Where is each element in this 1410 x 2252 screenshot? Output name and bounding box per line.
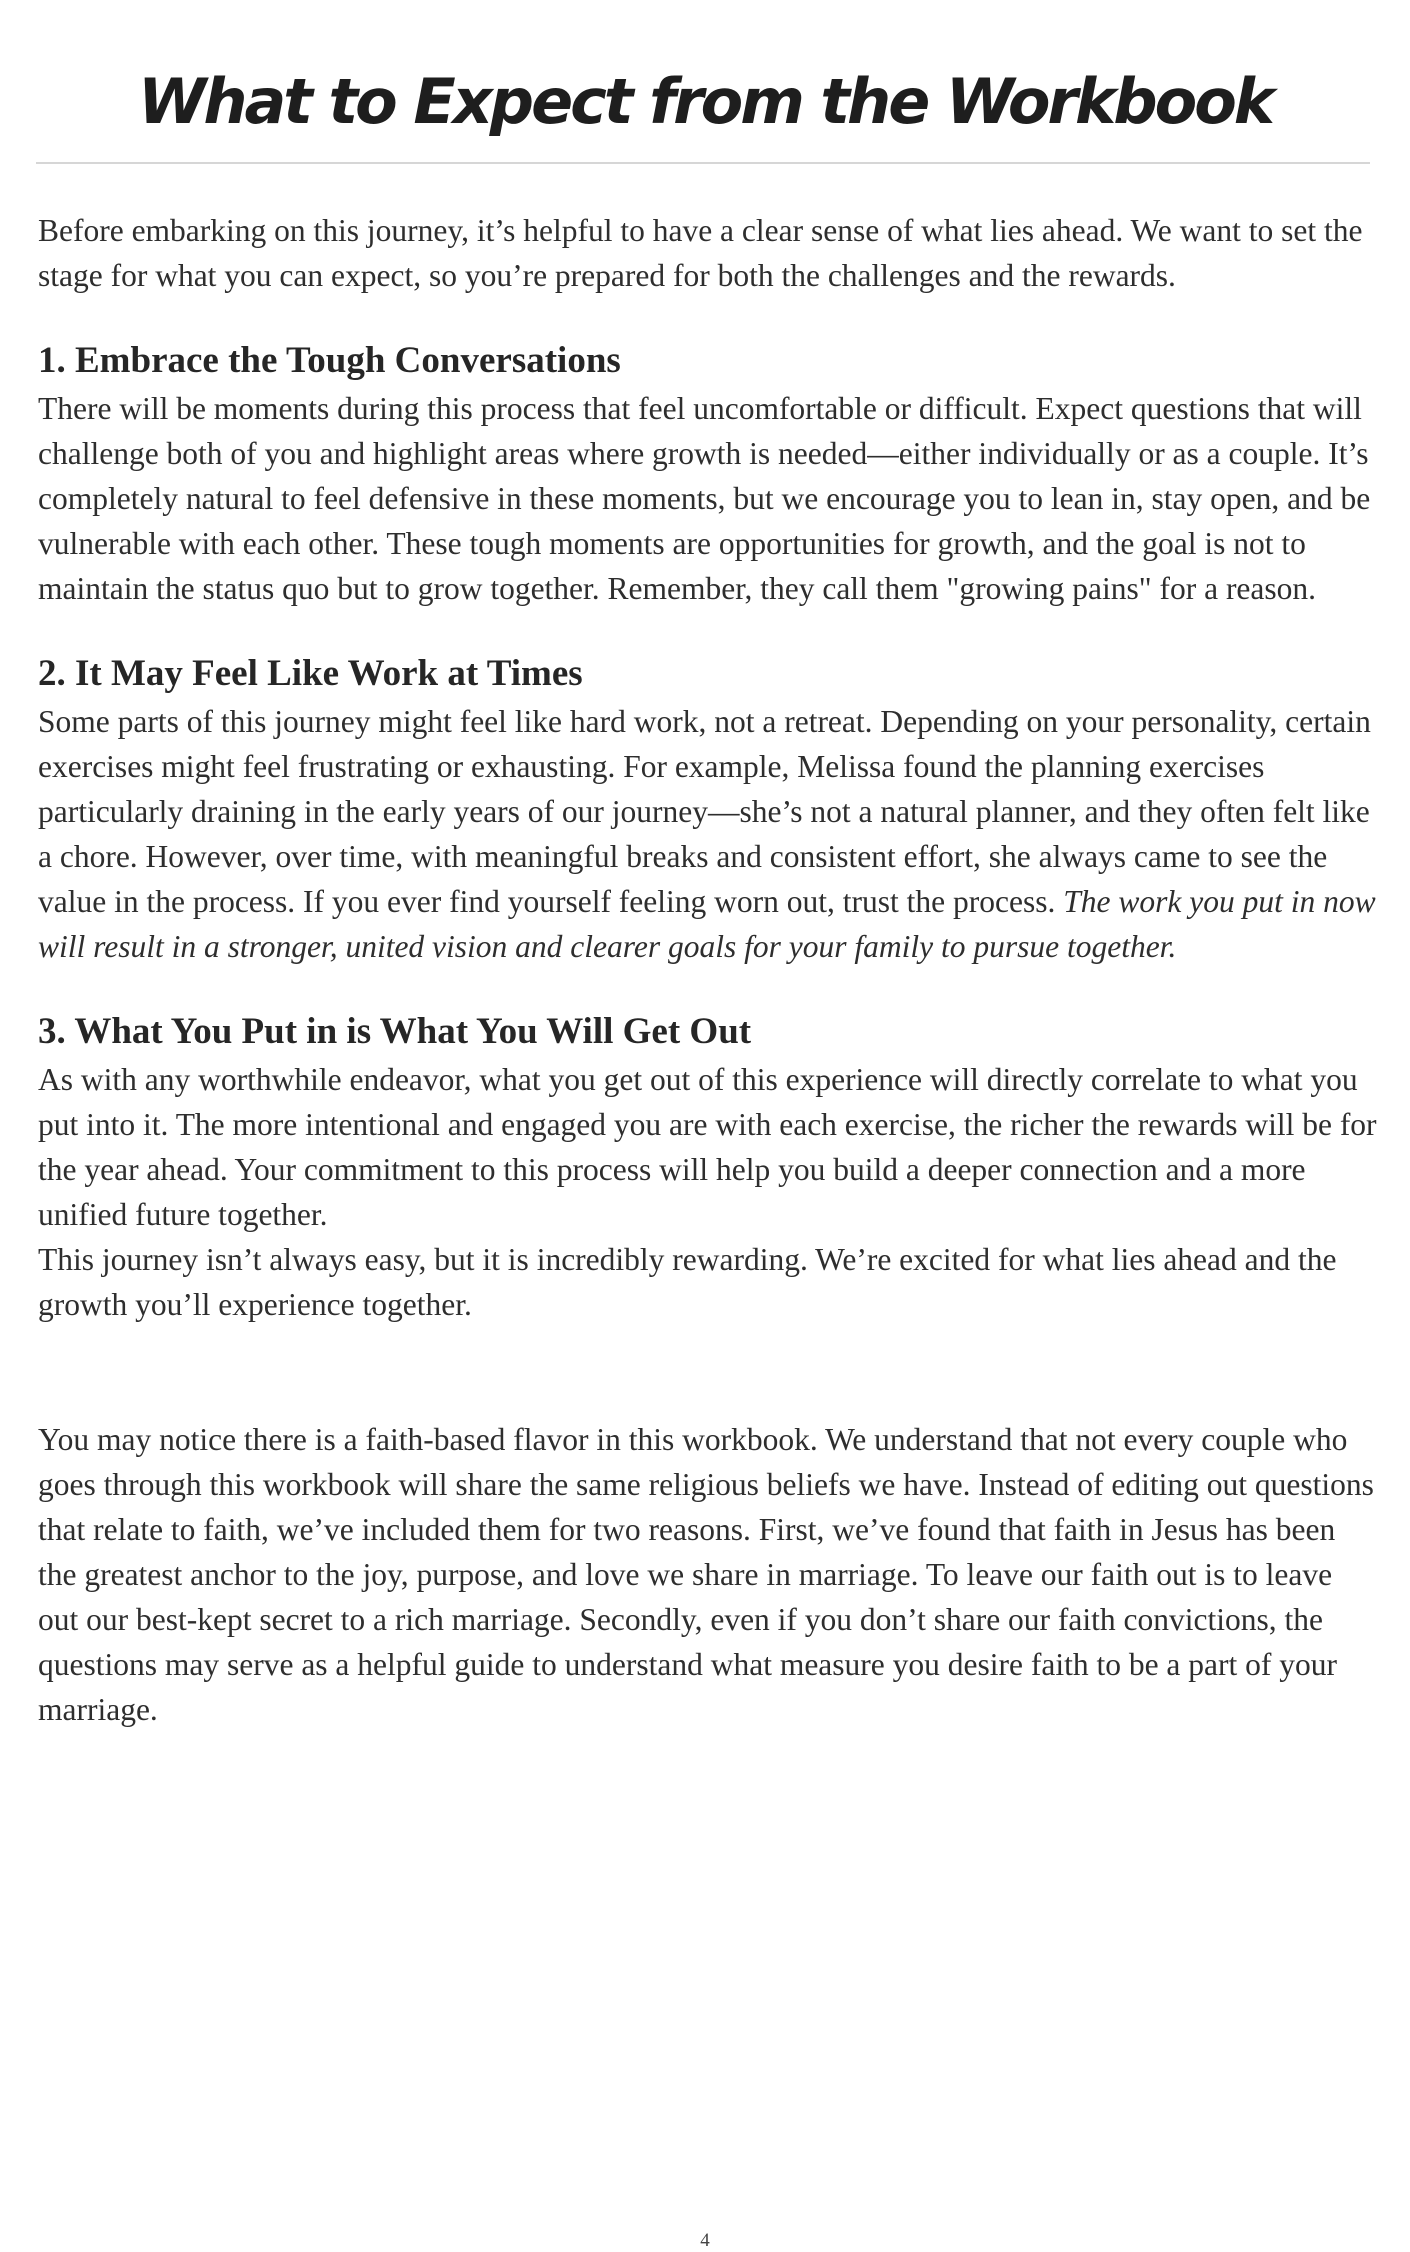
page-content [38, 208, 1378, 1732]
section-body-text: Some parts of this journey might feel like hard work, not a retreat. Depending on your personality, certain exercises might feel frustrating or exhausting. For example, Melissa found the planning exercises particularly draining in the early years of our journey—she’s not a natural planner, and they often felt like a chore. However, over time, with meaningful breaks and consistent effort, she always came to see the value in the process. If you ever find yourself feeling worn out, trust the process. [38, 704, 1371, 919]
section-body: As with any worthwhile endeavor, what you get out of this experience will directly correlate to what you put into it. The more intentional and engaged you are with each exercise, the richer the rewards will be for the year ahead. Your commitment to this process will help you build a deeper connection and a more unified future together. [38, 1062, 1377, 1232]
faith-note-paragraph: You may notice there is a faith-based flavor in this workbook. We understand that not every couple who goes through this workbook will share the same religious beliefs we have. Instead of editing out questions that relate to faith, we’ve included them for two reasons. First, we’ve found that faith in Jesus has been the greatest anchor to the joy, purpose, and love we share in marriage. To leave our faith out is to leave out our best-kept secret to a rich marriage. Secondly, even if you don’t share our faith convictions, the questions may serve as a helpful guide to understand what measure you desire faith to be a part of your marriage. [38, 1422, 1374, 1727]
section-tough-conversations [38, 336, 1378, 611]
page-number: 4 [700, 2230, 710, 2251]
section-heading: 2. It May Feel Like Work at Times [38, 653, 583, 694]
section-heading: 1. Embrace the Tough Conversations [38, 340, 621, 381]
title-divider [36, 162, 1370, 164]
section-heading: 3. What You Put in is What You Will Get Out [38, 1011, 752, 1052]
section-put-in-get-out [38, 1007, 1378, 1327]
intro-paragraph: Before embarking on this journey, it’s helpful to have a clear sense of what lies ahead. We want to set the stage for what you can expect, so you’re prepared for both the challenges and the rewards. [38, 213, 1363, 293]
page-title: What to Expect from the Workbook [137, 65, 1273, 138]
section-body-emphasis: The work you put in now will result in a stronger, united vision and clearer goals for your family to pursue together. [38, 884, 1376, 964]
section-body: There will be moments during this process that feel uncomfortable or difficult. Expect questions that will challenge both of you and highlight areas where growth is needed—either individually or as a couple. It’s completely natural to feel defensive in these moments, but we encourage you to lean in, stay open, and be vulnerable with each other. These tough moments are opportunities for growth, and the goal is not to maintain the status quo but to grow together. Remember, they call them "growing pains" for a reason. [38, 391, 1371, 606]
closing-paragraph: This journey isn’t always easy, but it is incredibly rewarding. We’re excited for what lies ahead and the growth you’ll experience together. [38, 1242, 1337, 1322]
section-feel-like-work [38, 649, 1378, 969]
section-body [38, 699, 1378, 969]
